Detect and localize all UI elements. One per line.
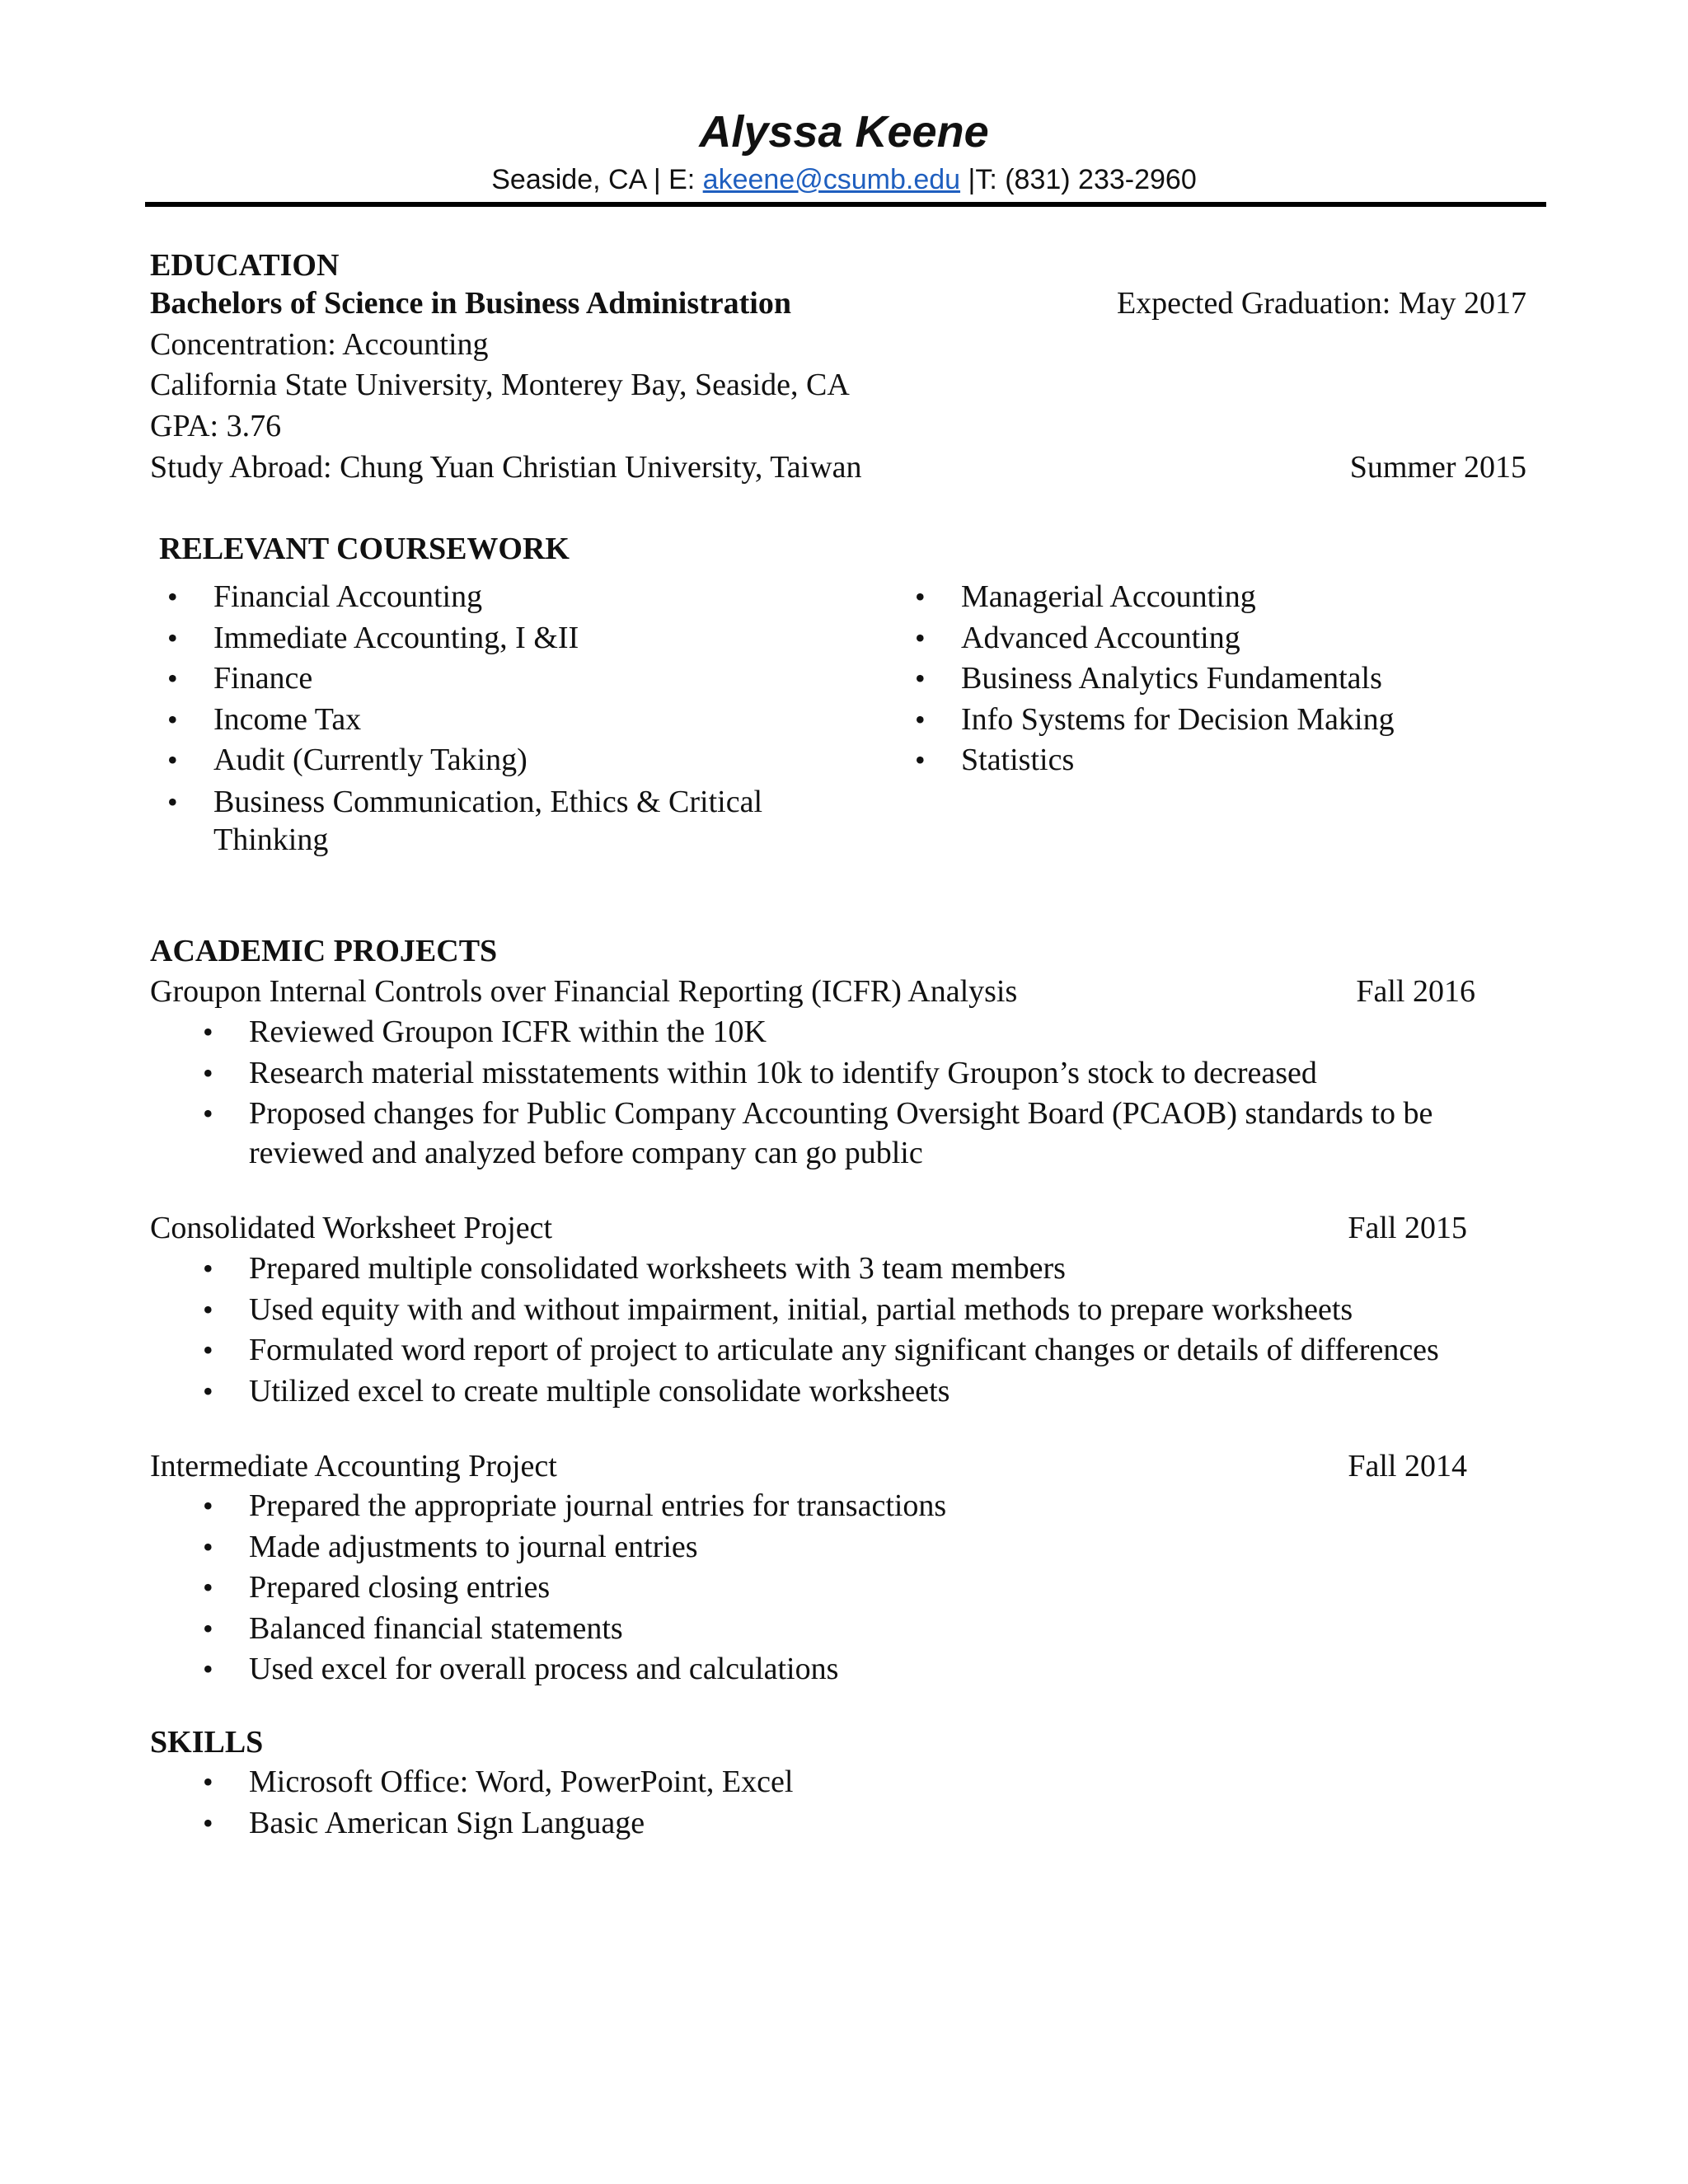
concentration: Concentration: Accounting	[150, 327, 489, 362]
bullet-icon: •	[203, 1652, 213, 1685]
education-heading: EDUCATION	[150, 248, 340, 283]
skill-text: Basic American Sign Language	[249, 1805, 645, 1840]
skill-text: Microsoft Office: Word, PowerPoint, Excel	[249, 1765, 794, 1799]
course-name: Financial Accounting	[213, 579, 483, 614]
bullet-icon: •	[167, 621, 178, 654]
bullet-icon: •	[167, 662, 178, 695]
bullet-icon: •	[915, 580, 926, 613]
study-abroad-date: Summer 2015	[1349, 450, 1526, 485]
list-item	[203, 1803, 1518, 1844]
bullet-text: Prepared multiple consolidated worksheets with 3 team members	[249, 1251, 1066, 1286]
list-item	[203, 1609, 1518, 1650]
bullet-text: Used equity with and without impairment, initial, partial methods to prepare worksheets	[249, 1291, 1353, 1327]
list-item	[167, 577, 807, 618]
bullet-text: Research material misstatements within 10k to identify Groupon’s stock to decreased	[249, 1055, 1317, 1090]
bullet-text: Prepared closing entries	[249, 1570, 551, 1605]
course-name: Info Systems for Decision Making	[961, 701, 1395, 737]
bullet-text: Prepared the appropriate journal entries for transactions	[249, 1488, 947, 1523]
list-item	[915, 618, 1554, 659]
course-name: Immediate Accounting, I &II	[213, 620, 579, 655]
bullet-icon: •	[167, 702, 178, 736]
list-item	[167, 783, 807, 859]
contact-prefix: Seaside, CA | E:	[491, 164, 703, 195]
list-item	[203, 1649, 1518, 1690]
list-item	[167, 618, 807, 659]
bullet-icon: •	[167, 785, 178, 818]
list-item	[203, 1094, 1518, 1173]
bullet-icon: •	[203, 1611, 213, 1645]
list-item	[167, 700, 807, 741]
course-name: Income Tax	[213, 701, 362, 737]
university: California State University, Monterey Bay, Seaside, CA	[150, 368, 850, 402]
bullet-icon: •	[203, 1252, 213, 1285]
bullet-icon: •	[203, 1530, 213, 1563]
bullet-icon: •	[203, 1333, 213, 1366]
project-date: Fall 2014	[1348, 1449, 1467, 1483]
bullet-icon: •	[203, 1292, 213, 1326]
project-bullets	[203, 1249, 1601, 1412]
projects-heading: ACADEMIC PROJECTS	[150, 934, 498, 968]
contact-phone: |T: (831) 233-2960	[960, 164, 1197, 195]
bullet-icon: •	[203, 1765, 213, 1798]
coursework-right-list	[915, 577, 1554, 781]
list-item	[915, 700, 1554, 741]
list-item	[203, 1527, 1518, 1568]
skills-heading: SKILLS	[150, 1725, 264, 1760]
bullet-text: Proposed changes for Public Company Accounting Oversight Board (PCAOB) standards to be reviewed and analyzed before company can go public	[249, 1096, 1433, 1170]
bullet-icon: •	[167, 743, 178, 776]
course-name: Audit (Currently Taking)	[213, 743, 528, 777]
list-item	[167, 658, 807, 700]
course-name: Business Communication, Ethics & Critical Thinking	[213, 784, 763, 857]
bullet-icon: •	[915, 662, 926, 695]
bullet-icon: •	[915, 743, 926, 776]
list-item	[915, 577, 1554, 618]
list-item	[203, 1290, 1601, 1331]
bullet-icon: •	[203, 1489, 213, 1522]
project-date: Fall 2015	[1348, 1211, 1467, 1245]
course-name: Managerial Accounting	[961, 579, 1256, 614]
list-item	[203, 1330, 1601, 1371]
coursework-heading: RELEVANT COURSEWORK	[159, 532, 570, 566]
project-bullets	[203, 1012, 1518, 1173]
header-divider	[145, 202, 1546, 207]
list-item	[167, 740, 807, 781]
list-item	[203, 1371, 1601, 1413]
list-item	[203, 1568, 1518, 1609]
project-bullets	[203, 1486, 1518, 1690]
bullet-text: Utilized excel to create multiple consolidate worksheets	[249, 1373, 950, 1408]
list-item	[203, 1762, 1518, 1803]
project-date: Fall 2016	[1356, 974, 1475, 1009]
bullet-icon: •	[915, 621, 926, 654]
course-name: Finance	[213, 661, 313, 696]
bullet-icon: •	[167, 580, 178, 613]
bullet-icon: •	[203, 1374, 213, 1408]
project-title: Groupon Internal Controls over Financial Reporting (ICFR) Analysis	[150, 974, 1018, 1009]
bullet-icon: •	[203, 1056, 213, 1090]
list-item	[915, 740, 1554, 781]
bullet-text: Made adjustments to journal entries	[249, 1529, 698, 1564]
bullet-text: Formulated word report of project to articulate any significant changes or details of differences	[249, 1333, 1439, 1367]
list-item	[203, 1249, 1601, 1290]
resume-name: Alyssa Keene	[699, 107, 989, 157]
gpa: GPA: 3.76	[150, 409, 282, 443]
bullet-icon: •	[203, 1571, 213, 1604]
course-name: Statistics	[961, 743, 1075, 777]
bullet-icon: •	[203, 1097, 213, 1130]
project-title: Consolidated Worksheet Project	[150, 1211, 553, 1245]
graduation-date: Expected Graduation: May 2017	[1116, 286, 1526, 321]
bullet-icon: •	[915, 702, 926, 736]
coursework-left-list	[167, 577, 807, 859]
skills-list	[203, 1762, 1518, 1844]
bullet-icon: •	[203, 1806, 213, 1840]
course-name: Business Analytics Fundamentals	[961, 661, 1382, 696]
contact-line	[0, 162, 1688, 198]
list-item	[203, 1486, 1518, 1527]
bullet-text: Balanced financial statements	[249, 1610, 623, 1646]
degree-title: Bachelors of Science in Business Administration	[150, 286, 791, 321]
study-abroad: Study Abroad: Chung Yuan Christian University, Taiwan	[150, 450, 862, 485]
list-item	[203, 1012, 1518, 1053]
list-item	[915, 658, 1554, 700]
course-name: Advanced Accounting	[961, 620, 1240, 655]
bullet-text: Reviewed Groupon ICFR within the 10K	[249, 1015, 767, 1049]
email-link[interactable]: akeene@csumb.edu	[702, 164, 961, 195]
list-item	[203, 1053, 1518, 1094]
bullet-icon: •	[203, 1015, 213, 1048]
bullet-text: Used excel for overall process and calculations	[249, 1652, 839, 1686]
project-title: Intermediate Accounting Project	[150, 1449, 557, 1483]
